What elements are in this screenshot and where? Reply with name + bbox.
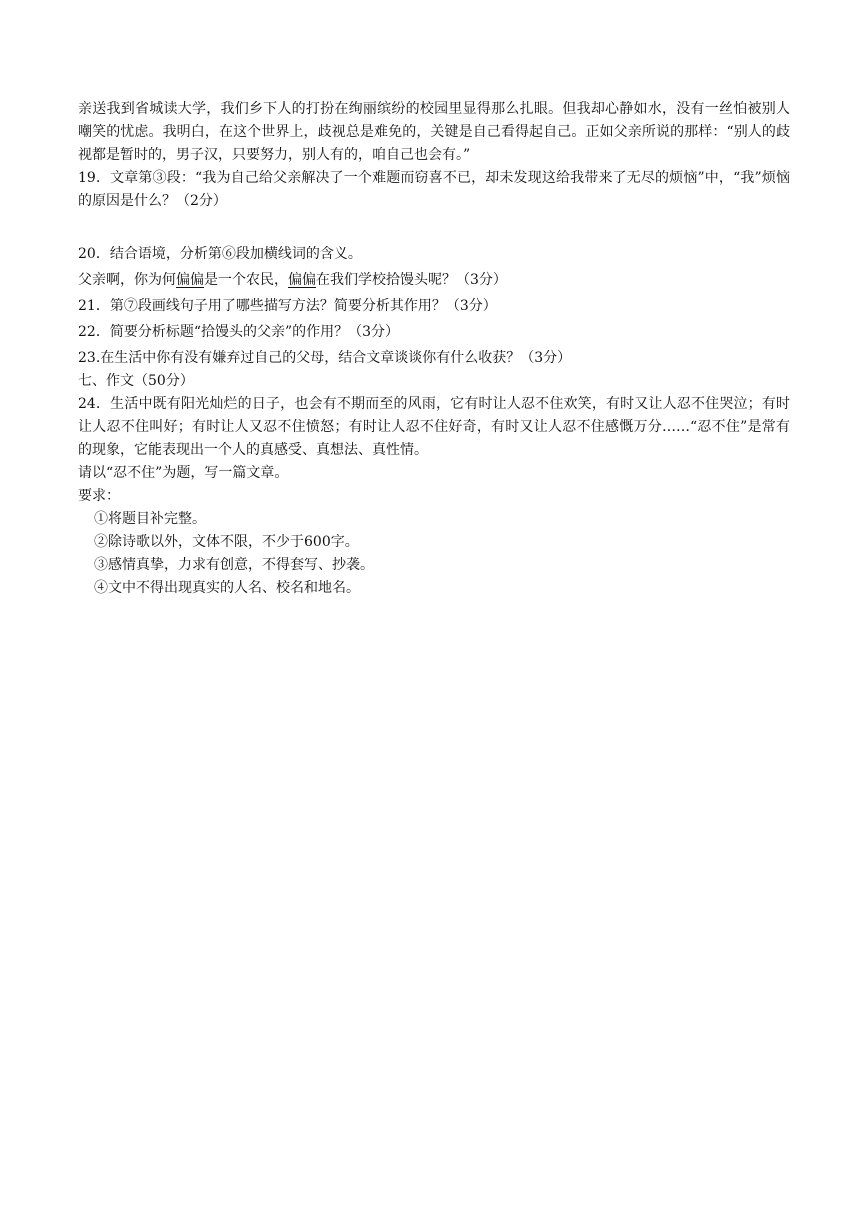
essay-section-title: 七、作文（50分） xyxy=(78,373,194,389)
question-22: 22．简要分析标题“拾馒头的父亲”的作用？（3分） xyxy=(78,324,400,340)
q20-sentence-part2: 是一个农民， xyxy=(204,272,288,288)
requirement-3: ③感情真挚，力求有创意，不得套写、抄袭。 xyxy=(94,557,374,573)
answer-space-19 xyxy=(78,213,790,240)
requirements-label: 要求： xyxy=(78,488,120,504)
q20-sentence-part1: 父亲啊，你为何 xyxy=(78,272,176,288)
question-20: 20．结合语境，分析第⑥段加横线词的含义。 xyxy=(78,246,362,262)
question-20-sentence xyxy=(78,269,790,292)
question-21: 21．第⑦段画线句子用了哪些描写方法？简要分析其作用？（3分） xyxy=(78,298,497,314)
underlined-word-1: 偏偏 xyxy=(176,272,204,288)
question-23: 23.在生活中你有没有嫌弃过自己的父母，结合文章谈谈你有什么收获？（3分） xyxy=(78,350,572,366)
q20-sentence-part3: 在我们学校拾馒头呢？（3分） xyxy=(316,272,507,288)
requirement-2: ②除诗歌以外，文体不限，不少于600字。 xyxy=(94,534,359,550)
passage-end: 亲送我到省城读大学，我们乡下人的打扮在绚丽缤纷的校园里显得那么扎眼。但我却心静如水，没有一丝怕被别人嘲笑的忧虑。我明白，在这个世界上，歧视总是难免的，关键是自己看得起自己。正如父亲所说的那样：“别人的歧视都是暂时的，男子汉，只要努力，别人有的，咱自己也会有。” xyxy=(78,101,790,163)
document-page xyxy=(78,98,790,600)
requirement-1: ①将题目补完整。 xyxy=(94,511,206,527)
essay-prompt: 24．生活中既有阳光灿烂的日子，也会有不期而至的风雨，它有时让人忍不住欢笑，有时又让人忍不住哭泣；有时让人忍不住叫好；有时让人又忍不住愤怒；有时让人忍不住好奇，有时又让人忍不住感慨万分……“忍不住”是常有的现象，它能表现出一个人的真感受、真想法、真性情。 xyxy=(78,396,790,458)
underlined-word-2: 偏偏 xyxy=(288,272,316,288)
requirement-4: ④文中不得出现真实的人名、校名和地名。 xyxy=(94,580,360,596)
essay-instruction: 请以“忍不住”为题，写一篇文章。 xyxy=(78,465,289,481)
question-19: 19．文章第③段：“我为自己给父亲解决了一个难题而窃喜不已，却未发现这给我带来了无尽的烦恼”中，“我”烦恼的原因是什么？（2分） xyxy=(78,170,790,209)
